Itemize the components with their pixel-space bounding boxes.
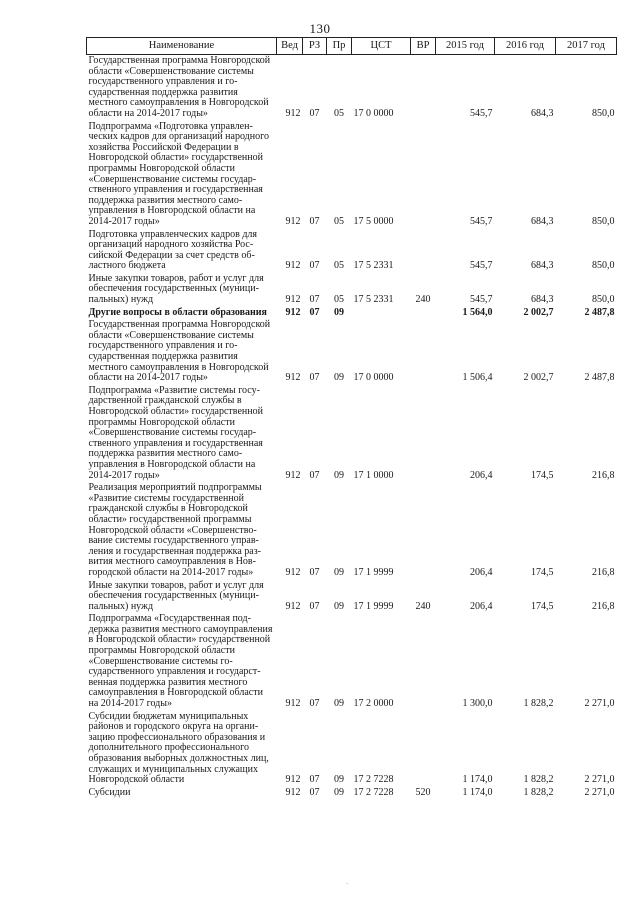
header-pr: Пр: [327, 38, 352, 55]
cell-ved: 912: [285, 469, 301, 481]
cell-name: Реализация мероприятий подпрограммы «Развитие системы государственной гражданской службы в Новгородской области» государственной программы Новгородской области «Совершенствование системы государственного управления и государственная поддержка развития местного самоуправления в Новгородской области на 2014-2017 годы»: [88, 482, 262, 578]
cell-cst: [352, 307, 411, 320]
cell-pr: 05: [334, 294, 344, 306]
cell-name: Субсидии: [88, 786, 131, 798]
cell-pr: 05: [334, 260, 344, 272]
cell-name: Субсидии бюджетам муниципальных районов и городского округа на организацию профессионального образования и дополнительного профессионального образования выборных должностных лиц, служащих и муниципальных служащих Новгородской области: [88, 710, 269, 786]
table-row: [87, 385, 617, 482]
cell-vr: 240: [415, 600, 431, 612]
cell-2017: 216,8: [592, 600, 615, 612]
cell-rz: 07: [309, 107, 320, 119]
cell-name: Подпрограмма «Подготовка управленческих кадров для организаций народного хозяйства Российской Федерации в Новгородской области» государственной программы Новгородской области «Совершенствование системы государственного управления и государственная поддержка развития местного самоуправления в Новгородской области на 2014-2017 годы»: [88, 120, 269, 227]
cell-vr: [411, 55, 436, 121]
table-row: [87, 121, 617, 229]
cell-2016: 1 828,2: [523, 774, 554, 786]
cell-2017: 850,0: [592, 107, 615, 119]
cell-vr: [411, 711, 436, 787]
cell-2015: 1 300,0: [462, 698, 493, 710]
cell-ved: 912: [285, 372, 301, 384]
cell-2017: 2 487,8: [584, 306, 615, 318]
cell-pr: 09: [334, 600, 344, 612]
header-vr: ВР: [411, 38, 436, 55]
cell-vr: [411, 307, 436, 320]
cell-name: Государственная программа Новгородской области «Совершенствование системы государственного управления и государственная поддержка развития местного самоуправления в Новгородской области на 2014-2017 годы»: [88, 55, 271, 119]
table-row: [87, 273, 617, 307]
cell-2015: 1 506,4: [462, 372, 493, 384]
cell-cst: 17 2 7228: [353, 774, 394, 786]
cell-rz: 07: [309, 306, 320, 318]
table-row: [87, 613, 617, 710]
cell-vr: [411, 319, 436, 385]
cell-cst: 17 1 0000: [353, 469, 394, 481]
cell-2015: 545,7: [470, 215, 493, 227]
cell-pr: 09: [334, 786, 344, 798]
cell-pr: 09: [334, 698, 344, 710]
cell-2015: 1 564,0: [462, 306, 493, 318]
cell-2017: 216,8: [592, 469, 615, 481]
cell-2017: 2 271,0: [584, 774, 615, 786]
cell-ved: 912: [285, 294, 301, 306]
cell-pr: 09: [334, 469, 344, 481]
table-row: [87, 482, 617, 579]
cell-2017: 850,0: [592, 294, 615, 306]
cell-rz: 07: [309, 215, 320, 227]
cell-pr: 05: [334, 107, 344, 119]
cell-vr: 240: [415, 294, 431, 306]
cell-2016: 684,3: [531, 107, 554, 119]
cell-cst: 17 1 9999: [353, 600, 394, 612]
cell-ved: 912: [285, 698, 301, 710]
header-2017: 2017 год: [556, 38, 617, 55]
cell-2015: 206,4: [470, 600, 493, 612]
cell-ved: 912: [285, 306, 301, 318]
cell-name: Подпрограмма «Развитие системы государственной гражданской службы в Новгородской области» государственной программы Новгородской области «Совершенствование системы государственного управления и государственная поддержка развития местного самоуправления в Новгородской области на 2014-2017 годы»: [88, 384, 263, 481]
table-row: [87, 55, 617, 121]
cell-ved: 912: [285, 215, 301, 227]
cell-vr: 520: [415, 786, 431, 798]
cell-cst: 17 0 0000: [353, 107, 394, 119]
cell-vr: [411, 613, 436, 710]
table-row: [87, 229, 617, 273]
cell-rz: 07: [309, 469, 320, 481]
cell-ved: 912: [285, 566, 301, 578]
header-rz: РЗ: [303, 38, 327, 55]
page-number: 130: [309, 21, 331, 36]
cell-pr: 05: [334, 215, 344, 227]
cell-rz: 07: [309, 698, 320, 710]
cell-pr: 09: [334, 774, 344, 786]
cell-2016: 684,3: [531, 294, 554, 306]
header-ved: Вед: [277, 38, 303, 55]
cell-cst: 17 0 0000: [353, 372, 394, 384]
cell-2016: 2 002,7: [523, 372, 554, 384]
header-name: Наименование: [87, 38, 277, 55]
cell-2016: 174,5: [531, 566, 554, 578]
cell-cst: 17 5 0000: [353, 215, 394, 227]
cell-ved: 912: [285, 786, 301, 798]
cell-vr: [411, 229, 436, 273]
cell-ved: 912: [285, 600, 301, 612]
cell-cst: 17 2 7228: [353, 786, 394, 798]
cell-2015: 545,7: [470, 107, 493, 119]
cell-2016: 2 002,7: [523, 306, 554, 318]
cell-2016: 1 828,2: [523, 786, 554, 798]
header-2015: 2015 год: [436, 38, 495, 55]
cell-vr: [411, 385, 436, 482]
table-row: [87, 711, 617, 787]
cell-name: Подготовка управленческих кадров для организаций народного хозяйства Российской Федерации за счет средств областного бюджета: [88, 228, 258, 272]
cell-rz: 07: [309, 260, 320, 272]
cell-pr: 09: [334, 306, 344, 318]
cell-ved: 912: [285, 107, 301, 119]
cell-2015: 1 174,0: [462, 774, 493, 786]
table-body: [87, 55, 617, 800]
cell-name: Иные закупки товаров, работ и услуг для обеспечения государственных (муниципальных) нужд: [88, 272, 264, 306]
cell-2017: 216,8: [592, 566, 615, 578]
cell-2017: 2 271,0: [584, 698, 615, 710]
cell-cst: 17 5 2331: [353, 260, 394, 272]
cell-name: Государственная программа Новгородской области «Совершенствование системы государственного управления и государственная поддержка развития местного самоуправления в Новгородской области на 2014-2017 годы»: [88, 319, 271, 384]
cell-2017: 2 487,8: [584, 372, 615, 384]
cell-2016: 174,5: [531, 469, 554, 481]
cell-name: Подпрограмма «Государственная поддержка развития местного самоуправления в Новгородской области» государственной программы Новгородской области «Совершенствование системы государственного управления и государственная поддержка развития местного самоуправления в Новгородской области на 2014-2017 годы»: [88, 613, 273, 710]
cell-pr: 09: [334, 372, 344, 384]
cell-rz: 07: [309, 372, 320, 384]
cell-ved: 912: [285, 774, 301, 786]
cell-2017: 850,0: [592, 260, 615, 272]
cell-cst: 17 5 2331: [353, 294, 394, 306]
cell-pr: 09: [334, 566, 344, 578]
cell-2017: 2 271,0: [584, 786, 615, 798]
cell-rz: 07: [309, 294, 320, 306]
cell-rz: 07: [309, 774, 320, 786]
scan-mark: .: [346, 877, 348, 886]
cell-2016: 684,3: [531, 215, 554, 227]
cell-rz: 07: [309, 600, 320, 612]
table-row: [87, 319, 617, 385]
cell-vr: [411, 482, 436, 579]
table-row: [87, 787, 617, 800]
header-2016: 2016 год: [495, 38, 556, 55]
cell-cst: 17 1 9999: [353, 566, 394, 578]
cell-2015: 206,4: [470, 469, 493, 481]
cell-2016: 684,3: [531, 260, 554, 272]
cell-2016: 1 828,2: [523, 698, 554, 710]
header-cst: ЦСТ: [352, 38, 411, 55]
table-header-row: [87, 38, 617, 55]
cell-2016: 174,5: [531, 600, 554, 612]
cell-name: Иные закупки товаров, работ и услуг для обеспечения государственных (муниципальных) нужд: [88, 579, 264, 612]
cell-cst: 17 2 0000: [353, 698, 394, 710]
table-row: [87, 580, 617, 614]
cell-2015: 206,4: [470, 566, 493, 578]
cell-name: Другие вопросы в области образования: [88, 306, 267, 318]
cell-vr: [411, 121, 436, 229]
cell-2015: 1 174,0: [462, 786, 493, 798]
cell-rz: 07: [309, 786, 320, 798]
cell-rz: 07: [309, 566, 320, 578]
budget-table: [86, 37, 617, 799]
cell-2015: 545,7: [470, 294, 493, 306]
table-row: [87, 307, 617, 320]
cell-ved: 912: [285, 260, 301, 272]
cell-2015: 545,7: [470, 260, 493, 272]
cell-2017: 850,0: [592, 215, 615, 227]
